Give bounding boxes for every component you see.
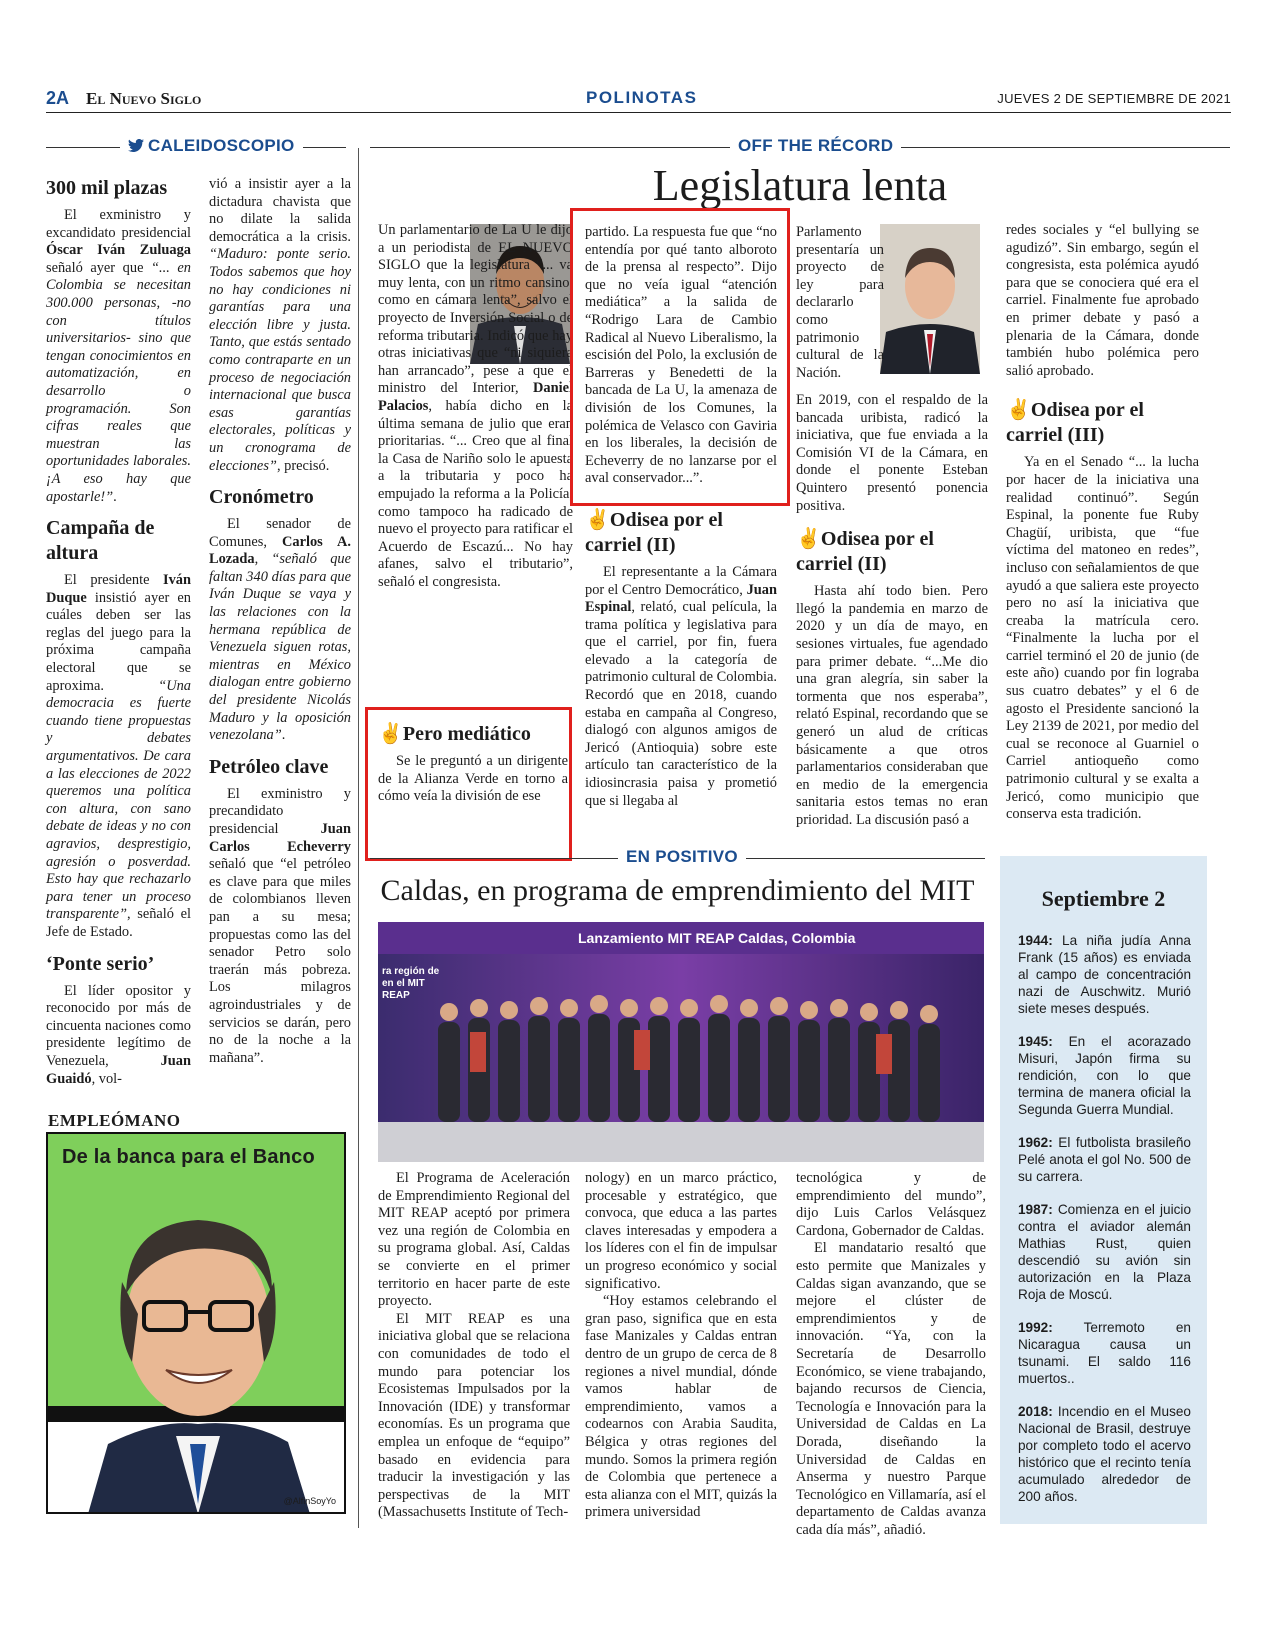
- offrecord-col3: [796, 224, 988, 382]
- efemeride-year: 1987:: [1018, 1202, 1053, 1217]
- caleidoscopio-paragraph: El exministro y precandidato presidencial Juan Carlos Echeverry señaló que “el petróleo es clave para que miles de colombianos lleven pan a su mesa; propuestas como las del senador Petro solo traerán más pobreza. Los milagros agroindustriales y de servicios se darán, pero no de la noche a la mañana”.: [209, 785, 351, 1066]
- odisea2b-heading: ✌Odisea por el carriel (II): [796, 528, 934, 576]
- caleidoscopio-paragraph: El presidente Iván Duque insistió ayer en cuáles deben ser las reglas del juego para la próxima campaña electoral que se aproxima. “Una democracia es fuerte cuando tiene propuestas y debates argumentativos. De cara a las elecciones de 2022 queremos una política con altura, con sano debate de ideas y no con agravios, desprestigio, agresión o posverdad. Esto hay que rechazarlo para tener un proceso transparente”, señaló el Jefe de Estado.: [46, 572, 191, 940]
- enpositivo-col2-text: nology) en un marco práctico, procesable y estratégico, que convoca, que educa a las partes claves interesadas y empodera a los líderes con el fin de impulsar un progreso económico y social significativo. “Hoy estamos celebrando el gran paso, significa que en esta fase Manizales y Caldas entran dentro de un grupo de cerca de 8 regiones a nivel mundial, dónde vamos hablar de emprendimiento, vamos a codearnos con Arabia Saudita, Bélgica y otras regiones del mundo. Somos la primera región de Colombia que pertenece a esta alianza con el MIT, quizás la primera universidad: [585, 1170, 777, 1521]
- efemeride-year: 2018:: [1018, 1404, 1053, 1419]
- efemeride-item: [1018, 1403, 1191, 1505]
- caleidoscopio-paragraph: El líder opositor y reconocido por más de cincuenta naciones como presidente legítimo de Venezuela, Juan Guaidó, vol-: [46, 982, 191, 1087]
- efemeride-item: [1018, 1134, 1191, 1185]
- caleidoscopio-heading: Petróleo clave: [209, 755, 329, 778]
- issue-date: JUEVES 2 DE SEPTIEMBRE DE 2021: [997, 91, 1231, 106]
- efemeride-item: [1018, 1201, 1191, 1303]
- odisea3-text: Ya en el Senado “... la lucha por hacer de la iniciativa una realidad continuó”. Según Espinal, la ponente fue Ruby Chagüí, uribista, que “fue víctima del matoneo en redes”, incluso con señalamientos de que ayudó a que saliera este proyecto pero no así la iniciativa que creaba la matrícula cero. “Finalmente la lucha por el carriel terminó el 20 de junio (de este año) cuando por fin lograba sus cuatro debates” y el 6 de agosto el Presidente sancionó la Ley 2139 de 2021, por medio del cual se reconoce al Guarniel o Carriel antioqueño como patrimonio cultural y se exalta a Jericó, como municipio que conserva esta tradición.: [1006, 454, 1199, 823]
- enpositivo-col3-text: tecnológica y de emprendimiento del mundo”, dijo Luis Carlos Velásquez Cardona, Gobernador de Caldas. El mandatario resaltó que esto permite que Manizales y Caldas sigan avanzando, que se mejore el clúster de emprendimientos y de innovación. “Ya, con la Secretaría de Desarrollo Económico, se viene trabajando, bajando recursos de Ciencia, Tecnología e Innovación para la Universidad de Caldas en La Dorada, diseñando la Universidad de Caldas en Anserma y nuestro Parque Tecnológico en Villamaría, así el departamento de Caldas avanza cada día más”, añadió.: [796, 1170, 986, 1538]
- odisea2b-text: Hasta ahí todo bien. Pero llegó la pandemia en marzo de 2020 y un día de mayo, en sesiones virtuales, fue agendado para primer debate. “...Me dio una gran alegría, sin saber la tormenta que nos esperaba”, relató Espinal, recordando que se generó un alud de críticas básicamente a que otros parlamentarios consideraban que en medio de la emergencia sanitaria estos temas no eran prioridad. La discusión pasó a: [796, 583, 988, 828]
- efemeride-year: 1945:: [1018, 1034, 1053, 1049]
- odisea2-heading: ✌Odisea por el carriel (II): [585, 508, 723, 556]
- caleidoscopio-paragraph: El exministro y excandidato presidencial Óscar Iván Zuluaga señaló ayer que “... en Colombia se necesitan 300.000 personas, -no con títulos universitarios- sino que tengan conocimientos en automatización, en desarrollo o programación. Son cifras reales que muestran las oportunidades laborales. ¡A eso hay que apostarle!”.: [46, 207, 191, 505]
- odisea3-heading: ✌Odisea por el carriel (III): [1006, 399, 1144, 447]
- enpositivo-title: Caldas, en programa de emprendimiento del MIT: [380, 874, 975, 907]
- caleidoscopio-label: CALEIDOSCOPIO: [120, 136, 303, 156]
- section-name: POLINOTAS: [586, 88, 698, 107]
- mit-banner-text: Lanzamiento MIT REAP Caldas, Colombia: [578, 930, 856, 946]
- efemeride-year: 1962:: [1018, 1135, 1053, 1150]
- pero-mediatico-text: Se le preguntó a un dirigente de la Alianza Verde en torno a cómo veía la división de ese: [378, 753, 568, 805]
- victory-hand-icon: ✌: [796, 528, 821, 551]
- offrecord-col1-text: Un parlamentario de La U le dijo a un periodista de EL NUEVO SIGLO que la legislatura “... va muy lenta, con un ritmo cansino, como en cámara lenta”, salvo el proyecto de Inversión Social o de reforma tributaria. Indicó que hay otras iniciativas que “ni siquiera han arrancado”, pese a que el ministro del Interior, Daniel Palacios, había dicho en la última semana de julio que eran prioritarias. “... Creo que al final la Casa de Nariño solo le apuesta a la tributaria y poco ha empujado la reforma a la Policía, como tampoco ha radicado de nuevo el proyecto para ratificar el Acuerdo de Escazú... No hay afanes, salvo el tributario”, señaló el congresista.: [378, 222, 573, 590]
- caleidoscopio-heading: ‘Ponte serio’: [46, 952, 155, 975]
- caleidoscopio-heading: Cronómetro: [209, 486, 314, 509]
- victory-hand-icon: ✌: [378, 723, 403, 745]
- offrecord-title: Legislatura lenta: [652, 161, 948, 210]
- highlight-box-partido: [570, 208, 790, 506]
- efemerides-title: Septiembre 2: [1041, 886, 1166, 911]
- efemeride-text: La niña judía Anna Frank (15 años) es enviada al campo de concentración nazi de Auschwitz. Murió siete meses después.: [1018, 933, 1191, 1016]
- highlight-box-pero: [365, 707, 572, 861]
- header-rule: [46, 112, 1231, 113]
- offrecord-col1: [378, 222, 573, 591]
- enpositivo-col1: [378, 1170, 570, 1522]
- offrecord-col2-top: partido. La respuesta fue que “no entendía por qué tanto alboroto de la prensa al respecto”. Dijo que no veía igual “atención mediática” a la salida de “Rodrigo Lara de Cambio Radical al Nuevo Liberalismo, la escisión del Polo, la exclusión de Barreras y Benedetti de la bancada de La U, la amenaza de división de los Comunes, la polémica de Velasco con Gaviria en los liberales, la decisión de Echeverry de no lanzarse por el aval conservador...”.: [585, 224, 777, 487]
- victory-hand-icon: ✌: [1006, 399, 1031, 422]
- cartoon-drawing: [48, 1174, 344, 1514]
- victory-hand-icon: ✌: [585, 508, 610, 531]
- mit-banner-side: ra región de en el MIT REAP: [382, 966, 440, 1001]
- cartoon-caption: De la banca para el Banco: [62, 1146, 315, 1168]
- enpositivo-col2: [585, 1170, 777, 1522]
- efemerides-list: [1000, 932, 1207, 1505]
- enpositivo-label: EN POSITIVO: [618, 847, 746, 867]
- twitter-bird-icon: [128, 137, 144, 150]
- efemeride-text: Comienza en el juicio contra el aviador alemán Mathias Rust, quien descendió su avión sin autorización en la Plaza Roja de Moscú.: [1018, 1202, 1191, 1302]
- efemeride-item: [1018, 1033, 1191, 1118]
- efemeride-text: Terremoto en Nicaragua causa un tsunami. El saldo 116 muertos..: [1018, 1320, 1191, 1386]
- offrecord-col4: [1006, 222, 1199, 824]
- column-rule-left: [358, 148, 359, 1528]
- caleidoscopio-paragraph: El senador de Comunes, Carlos A. Lozada, “señaló que faltan 340 días para que Iván Duque se vaya y las relaciones con la hermana república de Venezuela siguen rotas, mientras en México dialogan entre gobierno del presidente Nicolás Maduro y la oposición venezolana”.: [209, 516, 351, 744]
- caleidoscopio-heading: 300 mil plazas: [46, 177, 168, 199]
- offrecord-col3-cont: En 2019, con el respaldo de la bancada uribista, radicó la iniciativa, que fue enviada a la Comisión VI de la Cámara, en donde el ponente Esteban Quintero presentó ponencia positiva.: [796, 392, 988, 514]
- caleidoscopio-heading: Campaña de altura: [46, 517, 155, 565]
- efemeride-text: Incendio en el Museo Nacional de Brasil, destruye por completo todo el acervo histórico que el recinto tenía acumulado alrededor de 200 años.: [1018, 1404, 1191, 1504]
- efemerides-panel: [1000, 856, 1207, 1524]
- efemeride-text: El futbolista brasileño Pelé anota el gol No. 500 de su carrera.: [1018, 1135, 1191, 1184]
- paper-name: El Nuevo Siglo: [86, 89, 202, 108]
- efemeride-item: [1018, 1319, 1191, 1387]
- pero-mediatico-heading: ✌Pero mediático: [378, 723, 531, 745]
- caleidoscopio-col2: [209, 176, 351, 1067]
- page-header: [46, 88, 1231, 110]
- offrecord-label: OFF THE RÉCORD: [730, 136, 901, 156]
- efemeride-item: [1018, 932, 1191, 1017]
- efemeride-year: 1944:: [1018, 933, 1053, 948]
- enpositivo-col3: [796, 1170, 986, 1539]
- page-number: 2A: [46, 88, 70, 108]
- empleomano-label: EMPLEÓMANO: [48, 1111, 181, 1130]
- offrecord-col3-lower: [796, 392, 988, 829]
- offrecord-col4-top: redes sociales y “el bullying se agudizó”. Sin embargo, según el congresista, esta polémica ayudó para que se conociera qué era el carriel. Finalmente fue aprobado en primer debate y pasó a plenaria de la Cámara, donde también hubo polémica pero salió aprobado.: [1006, 222, 1199, 379]
- mit-reap-group-photo: [378, 922, 984, 1162]
- odisea2-text: El representante a la Cámara por el Centro Democrático, Juan Espinal, relató, cual película, la trama política y legislativa para que el carriel, por fin, fuera elevado a la categoría de patrimonio cultural de Colombia. Recordó que en 2018, cuando estaba en campaña al Congreso, dialogó con algunos amigos de Jericó (Antioquia) sobre este artículo tan característico de la idiosincrasia paisa y prometió que si llegaba al: [585, 563, 777, 809]
- efemeride-text: En el acorazado Misuri, Japón firma su rendición, con lo que termina de manera oficial la Segunda Guerra Mundial.: [1018, 1034, 1191, 1117]
- enpositivo-col1-text: El Programa de Aceleración de Emprendimiento Regional del MIT REAP aceptó por primera vez una región de Colombia en su programa global. Así, Caldas se convierte en el primer territorio en hacer parte de este proyecto. El MIT REAP es una iniciativa global que se relaciona con comunidades de todo el mundo para potenciar los Ecosistemas Impulsados por la Innovación (IDE) y transformar economías. Es un programa que emplea un enfoque de “equipo” basado en evidencia para traducir la investigación y las perspectivas de la MIT (Massachusetts Institute of Tech-: [378, 1170, 570, 1521]
- cartoon-frame: [46, 1132, 346, 1514]
- cartoon-signature: @AlfinSoyYo: [283, 1496, 336, 1506]
- caleidoscopio-col1: [46, 176, 191, 1088]
- caleidoscopio-paragraph: vió a insistir ayer a la dictadura chavista que no dilate la salida democrática a la crisis. “Maduro: ponte serio. Todos sabemos que hoy no hay condiciones ni garantías para una elección libre y justa. Tanto, que estás sentado como contraparte en un proceso de negociación internacional que busca esas garantías electorales, políticas y un cronograma de elecciones”, precisó.: [209, 176, 351, 474]
- efemeride-year: 1992:: [1018, 1320, 1053, 1335]
- offrecord-col3-top: Parlamento presentaría un proyecto de ley para declararlo como patrimonio cultural de la Nación.: [796, 224, 884, 381]
